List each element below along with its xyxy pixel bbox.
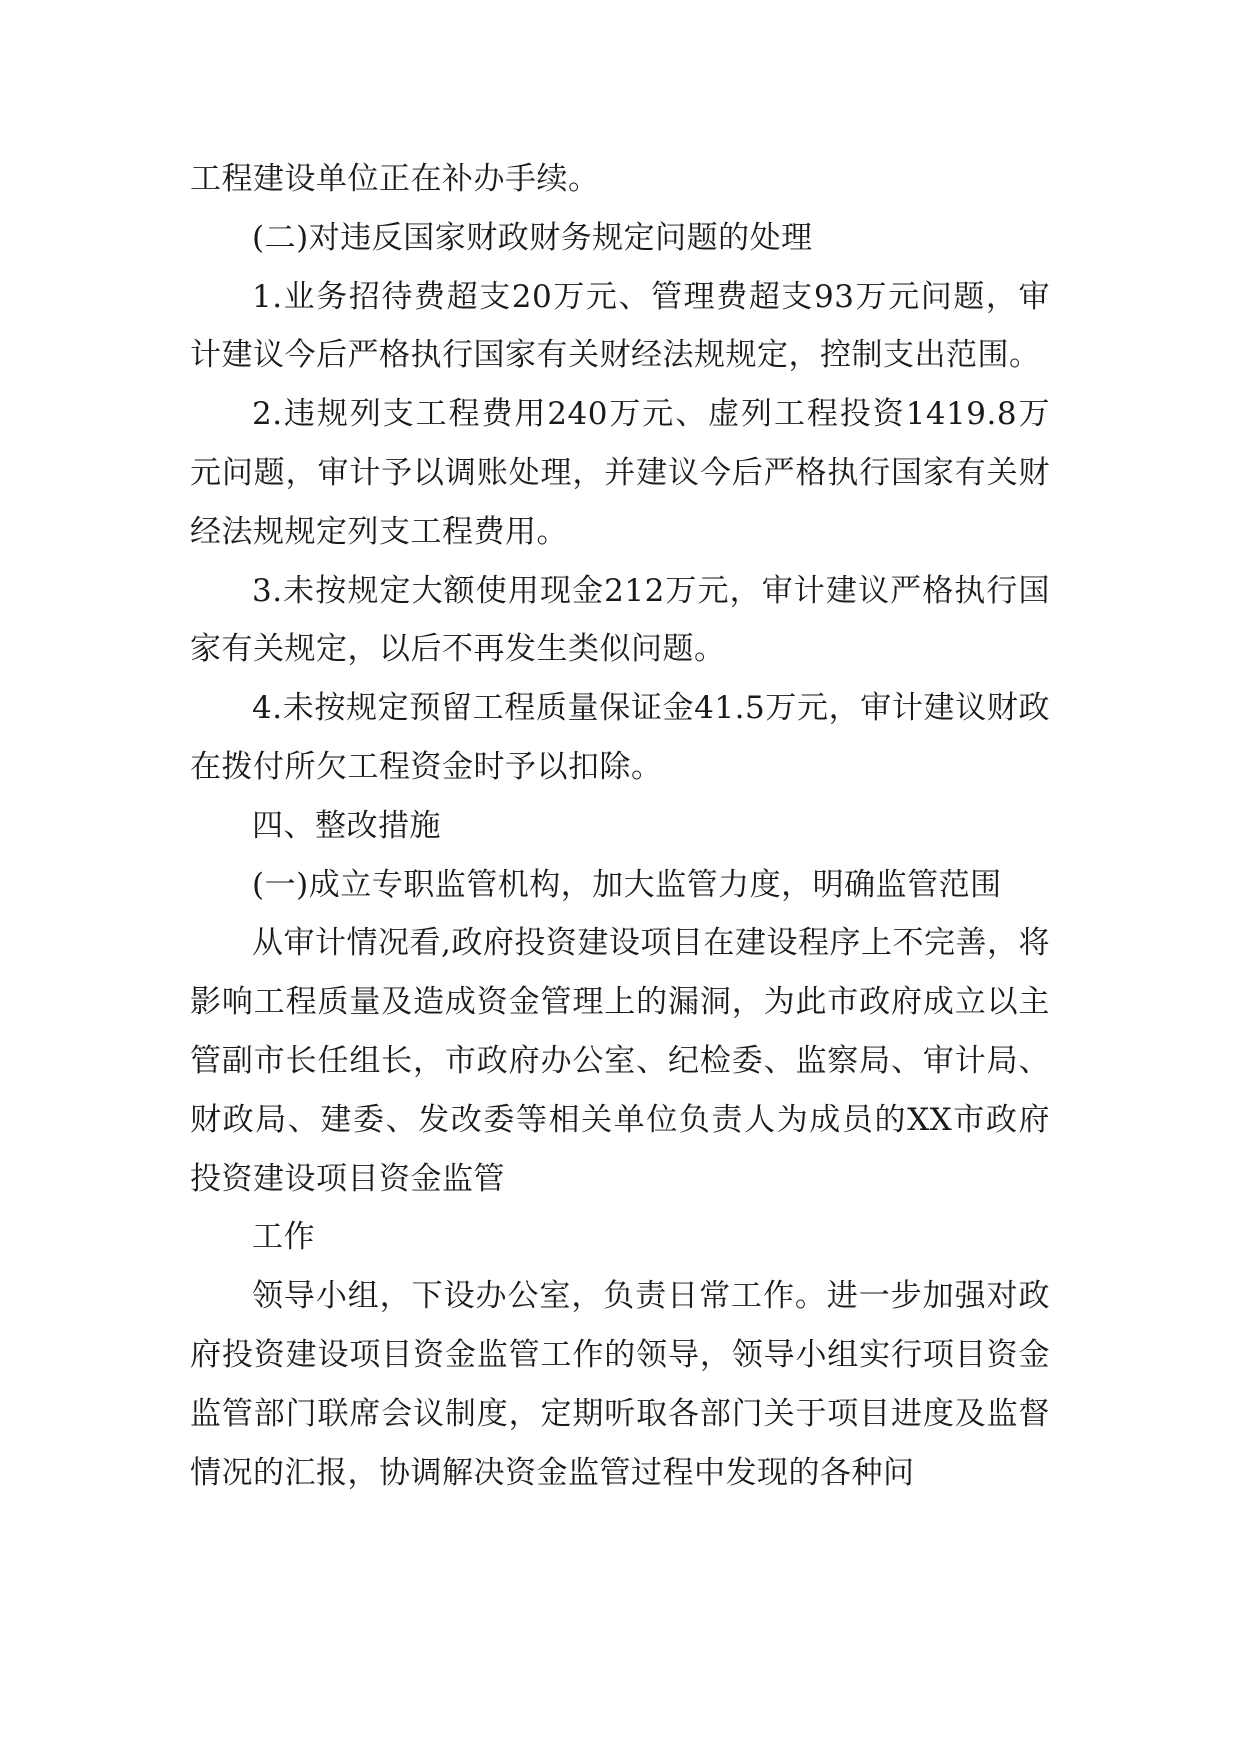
subsection-heading-1: (一)成立专职监管机构，加大监管力度，明确监管范围 [252,866,1002,903]
section-heading-4: 四、整改措施 [252,807,441,844]
document-body [190,150,1050,1502]
paragraph-item-2: 2.违规列支工程费用240万元、虚列工程投资1419.8万元问题，审计予以调账处理，并建议今后严格执行国家有关财经法规规定列支工程费用。 [190,396,1050,550]
paragraph-leadership-group: 领导小组，下设办公室，负责日常工作。进一步加强对政府投资建设项目资金监管工作的领导，领导小组实行项目资金监管部门联席会议制度，定期听取各部门关于项目进度及监督情况的汇报，协调解决资金监管过程中发现的各种问 [190,1278,1050,1491]
paragraph-item-4: 4.未按规定预留工程质量保证金41.5万元，审计建议财政在拨付所欠工程资金时予以扣除。 [190,690,1050,785]
paragraph-item-3: 3.未按规定大额使用现金212万元，审计建议严格执行国家有关规定，以后不再发生类似问题。 [190,572,1050,668]
paragraph-item-1: 1.业务招待费超支20万元、管理费超支93万元问题，审计建议今后严格执行国家有关财经法规规定，控制支出范围。 [190,278,1050,374]
paragraph-heading-2: (二)对违反国家财政财务规定问题的处理 [252,219,813,256]
paragraph-1: 工程建设单位正在补办手续。 [190,161,600,197]
paragraph-audit-findings: 从审计情况看,政府投资建设项目在建设程序上不完善，将影响工程质量及造成资金管理上的漏洞，为此市政府成立以主管副市长任组长，市政府办公室、纪检委、监察局、审计局、财政局、建委、发改委等相关单位负责人为成员的XX市政府投资建设项目资金监管 [190,925,1050,1197]
paragraph-work: 工作 [252,1219,315,1256]
